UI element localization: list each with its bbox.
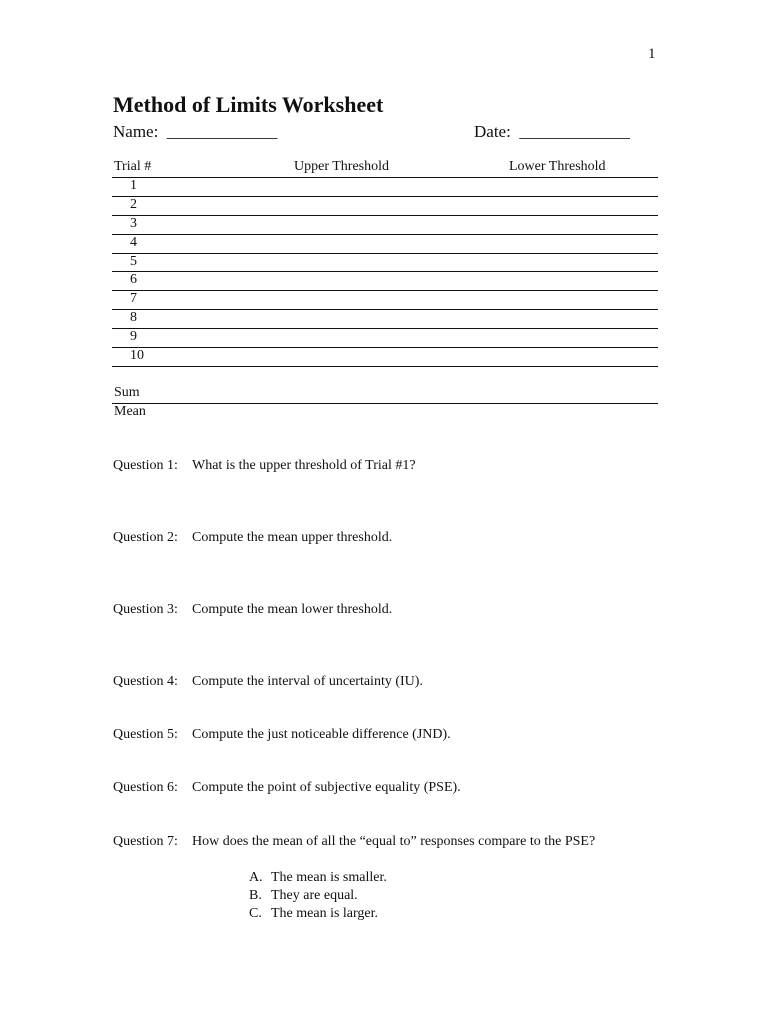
choice-letter: B. [249,888,262,903]
choice-text: They are equal. [271,888,358,903]
question-text: Compute the just noticeable difference (JND). [192,727,451,742]
question-text: Compute the point of subjective equality (PSE). [192,780,461,795]
question-number: Question 1: [113,458,178,473]
sum-label: Sum [114,385,140,400]
trial-row-label: 7 [130,291,137,306]
question-text: What is the upper threshold of Trial #1? [192,458,416,473]
table-rule [112,234,658,235]
table-rule [112,253,658,254]
table-rule [112,177,658,178]
header-lower-threshold: Lower Threshold [509,159,606,174]
table-rule [112,403,658,404]
question-number: Question 4: [113,674,178,689]
question-number: Question 6: [113,780,178,795]
trial-row-label: 5 [130,254,137,269]
answer-choice-c [249,906,378,922]
trial-row-label: 4 [130,235,137,250]
choice-text: The mean is larger. [271,906,379,921]
question-number: Question 5: [113,727,178,742]
answer-choice-b [249,888,358,904]
answer-choice-a [249,870,387,886]
question-1 [113,458,416,474]
question-number: Question 3: [113,602,178,617]
table-rule [112,196,658,197]
trial-row-label: 6 [130,272,137,287]
date-field: Date: _____________ [474,122,630,141]
question-number: Question 2: [113,530,178,545]
trial-row-label: 1 [130,178,137,193]
mean-label: Mean [114,404,146,419]
header-trial: Trial # [114,159,152,174]
question-7 [113,834,595,850]
question-3 [113,602,392,618]
question-text: How does the mean of all the “equal to” responses compare to the PSE? [192,834,596,849]
table-rule [112,328,658,329]
question-text: Compute the interval of uncertainty (IU). [192,674,423,689]
choice-text: The mean is smaller. [271,870,387,885]
header-upper-threshold: Upper Threshold [294,159,389,174]
question-text: Compute the mean lower threshold. [192,602,393,617]
question-6 [113,780,461,796]
question-5 [113,727,451,743]
table-rule [112,290,658,291]
worksheet-title: Method of Limits Worksheet [113,92,384,117]
table-rule [112,271,658,272]
question-text: Compute the mean upper threshold. [192,530,393,545]
name-field: Name: _____________ [113,122,278,141]
table-rule [112,347,658,348]
trial-row-label: 3 [130,216,137,231]
trial-row-label: 2 [130,197,137,212]
trial-row-label: 10 [130,348,144,363]
trial-row-label: 9 [130,329,137,344]
question-number: Question 7: [113,834,178,849]
table-rule [112,366,658,367]
trial-row-label: 8 [130,310,137,325]
choice-letter: A. [249,870,263,885]
question-4 [113,674,423,690]
table-rule [112,309,658,310]
table-rule [112,215,658,216]
page-number: 1 [648,46,656,62]
question-2 [113,530,392,546]
choice-letter: C. [249,906,262,921]
